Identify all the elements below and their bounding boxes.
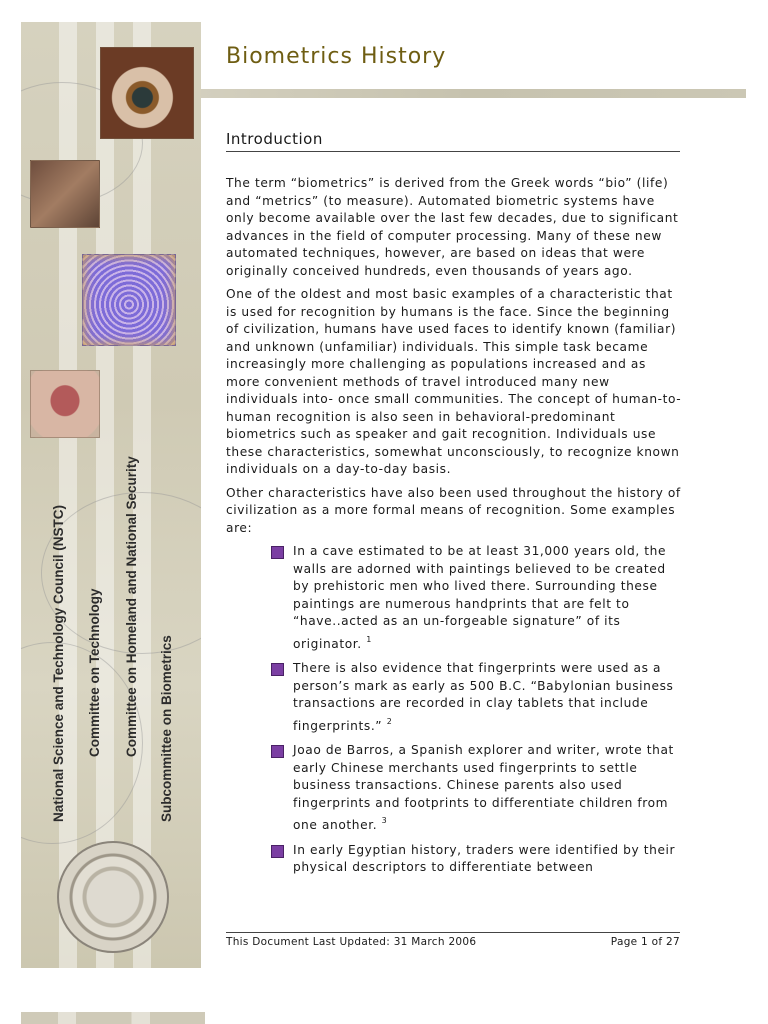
page-footer <box>226 932 680 948</box>
list-item <box>271 660 682 735</box>
paragraph: One of the oldest and most basic examples of a characteristic that is used for recognition by humans is the face. Since the beginning of civilization, humans have used faces to identify known (familiar) and unknown (unfamiliar) individuals. This simple task became increasingly more challenging as populations increased and as more convenient methods of travel introduced many new individuals into- once small communities. The concept of human-to-human recognition is also seen in behavioral-predominant biometrics such as speaker and gait recognition. Individuals use these characteristics, somewhat unconsciously, to recognize known individuals on a day-to-day basis. <box>226 287 682 476</box>
lips-image <box>30 370 100 438</box>
body-content <box>226 175 682 884</box>
examples-list <box>226 543 682 877</box>
sidebar-banner <box>21 22 201 968</box>
list-item-text: In a cave estimated to be at least 31,000 years old, the walls are adorned with paintings believed to be created by prehistoric men who lived there. Surrounding these paintings are numerous handprints that are felt to “have..acted as an un-forgeable signature” of its originator. <box>293 544 667 651</box>
list-item-text: There is also evidence that fingerprints were used as a person’s mark as early as 500 B.C. “Babylonian business transactions are recorded in clay tablets that include fingerprints.” <box>293 661 674 733</box>
section-heading: Introduction <box>226 130 680 152</box>
list-item <box>271 742 682 835</box>
sidebar-label-homeland: Committee on Homeland and National Security <box>124 456 139 757</box>
list-item-text: Joao de Barros, a Spanish explorer and writer, wrote that early Chinese merchants used fingerprints to settle business transactions. Chinese parents also used fingerprints and footprints to differentiate children from one another. <box>293 743 674 832</box>
seal-image <box>57 841 169 953</box>
list-item-text: In early Egyptian history, traders were identified by their physical descriptors to differentiate between <box>293 842 676 874</box>
page-number: Page 1 of 27 <box>610 936 680 948</box>
list-item <box>271 543 682 653</box>
list-item <box>271 842 682 877</box>
title-band <box>201 89 746 98</box>
bullet-icon <box>271 546 284 559</box>
sidebar-label-biometrics: Subcommittee on Biometrics <box>159 635 174 822</box>
eye-image <box>100 47 194 139</box>
sidebar-label-nstc: National Science and Technology Council (NSTC) <box>51 504 66 822</box>
footnote-ref: 1 <box>366 634 372 644</box>
bullet-icon <box>271 845 284 858</box>
next-page-strip <box>21 1012 205 1024</box>
page-title: Biometrics History <box>226 44 447 69</box>
paragraph: The term “biometrics” is derived from the Greek words “bio” (life) and “metrics” (to measure). Automated biometric systems have only become available over the last few decades, due to significant advances in the field of computer processing. Many of these new automated techniques, however, are based on ideas that were originally conceived hundreds, even thousands of years ago. <box>226 176 679 278</box>
paragraph: Other characteristics have also been used throughout the history of civilization as a more formal means of recognition. Some examples are: <box>226 485 681 535</box>
sidebar-label-technology: Committee on Technology <box>87 588 102 757</box>
hand-image <box>30 160 100 228</box>
bullet-icon <box>271 663 284 676</box>
footnote-ref: 2 <box>386 716 393 726</box>
last-updated: This Document Last Updated: 31 March 2006 <box>226 936 477 948</box>
footnote-ref: 3 <box>381 816 388 825</box>
bullet-icon <box>271 745 284 758</box>
fingerprint-image <box>82 254 176 346</box>
